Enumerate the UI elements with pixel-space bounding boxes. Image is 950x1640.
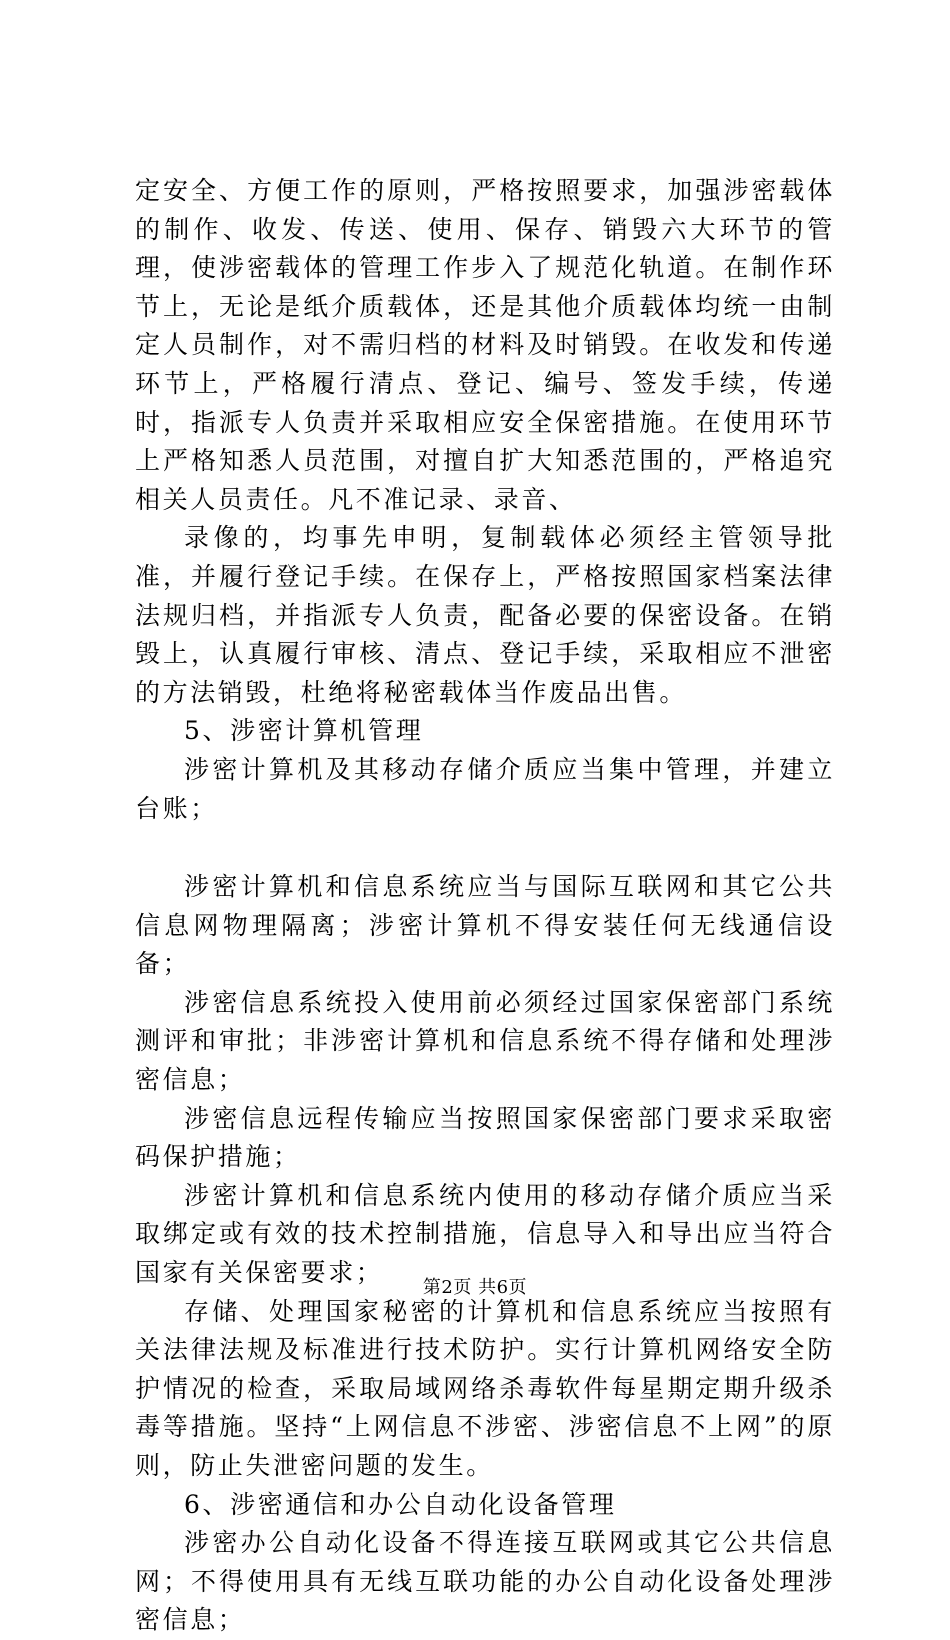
document-body	[135, 172, 835, 1640]
paragraph-mobile-storage: 涉密计算机和信息系统内使用的移动存储介质应当采取绑定或有效的技术控制措施，信息导入和导出应当符合国家有关保密要求；	[135, 1180, 835, 1288]
paragraph-office-devices: 涉密办公自动化设备不得连接互联网或其它公共信息网；不得使用具有无线互联功能的办公自动化设备处理涉密信息；	[135, 1528, 835, 1635]
paragraph-carrier-management-continued: 定安全、方便工作的原则，严格按照要求，加强涉密载体的制作、收发、传送、使用、保存、销毁六大环节的管理，使涉密载体的管理工作步入了规范化轨道。在制作环节上，无论是纸介质载体，还是其他介质载体均统一由制定人员制作，对不需归档的材料及时销毁。在收发和传递环节上，严格履行清点、登记、编号、签发手续，传递时，指派专人负责并采取相应安全保密措施。在使用环节上严格知悉人员范围，对擅自扩大知悉范围的，严格追究相关人员责任。凡不准记录、录音、	[135, 176, 835, 514]
section-heading-computer-management: 5、涉密计算机管理	[184, 716, 424, 746]
page-number-footer: 第2页 共6页	[422, 1277, 528, 1298]
paragraph-remote-transmission: 涉密信息远程传输应当按照国家保密部门要求采取密码保护措施；	[135, 1103, 835, 1172]
paragraph-computer-centralized: 涉密计算机及其移动存储介质应当集中管理，并建立台账；	[135, 754, 835, 823]
paragraph-system-evaluation: 涉密信息系统投入使用前必须经过国家保密部门系统测评和审批；非涉密计算机和信息系统不得存储和处理涉密信息；	[135, 987, 835, 1095]
paragraph-network-isolation: 涉密计算机和信息系统应当与国际互联网和其它公共信息网物理隔离；涉密计算机不得安装任何无线通信设备；	[135, 872, 835, 979]
section-heading-office-automation: 6、涉密通信和办公自动化设备管理	[184, 1489, 617, 1519]
paragraph-recording-rules: 录像的，均事先申明，复制载体必须经主管领导批准，并履行登记手续。在保存上，严格按照国家档案法律法规归档，并指派专人负责，配备必要的保密设备。在销毁上，认真履行审核、清点、登记手续，采取相应不泄密的方法销毁，杜绝将秘密载体当作废品出售。	[135, 523, 835, 707]
paragraph-spacer	[135, 828, 835, 868]
paragraph-technical-protection: 存储、处理国家秘密的计算机和信息系统应当按照有关法律法规及标准进行技术防护。实行计算机网络安全防护情况的检查，采取局域网络杀毒软件每星期定期升级杀毒等措施。坚持“上网信息不涉密、涉密信息不上网”的原则，防止失泄密问题的发生。	[135, 1296, 835, 1480]
